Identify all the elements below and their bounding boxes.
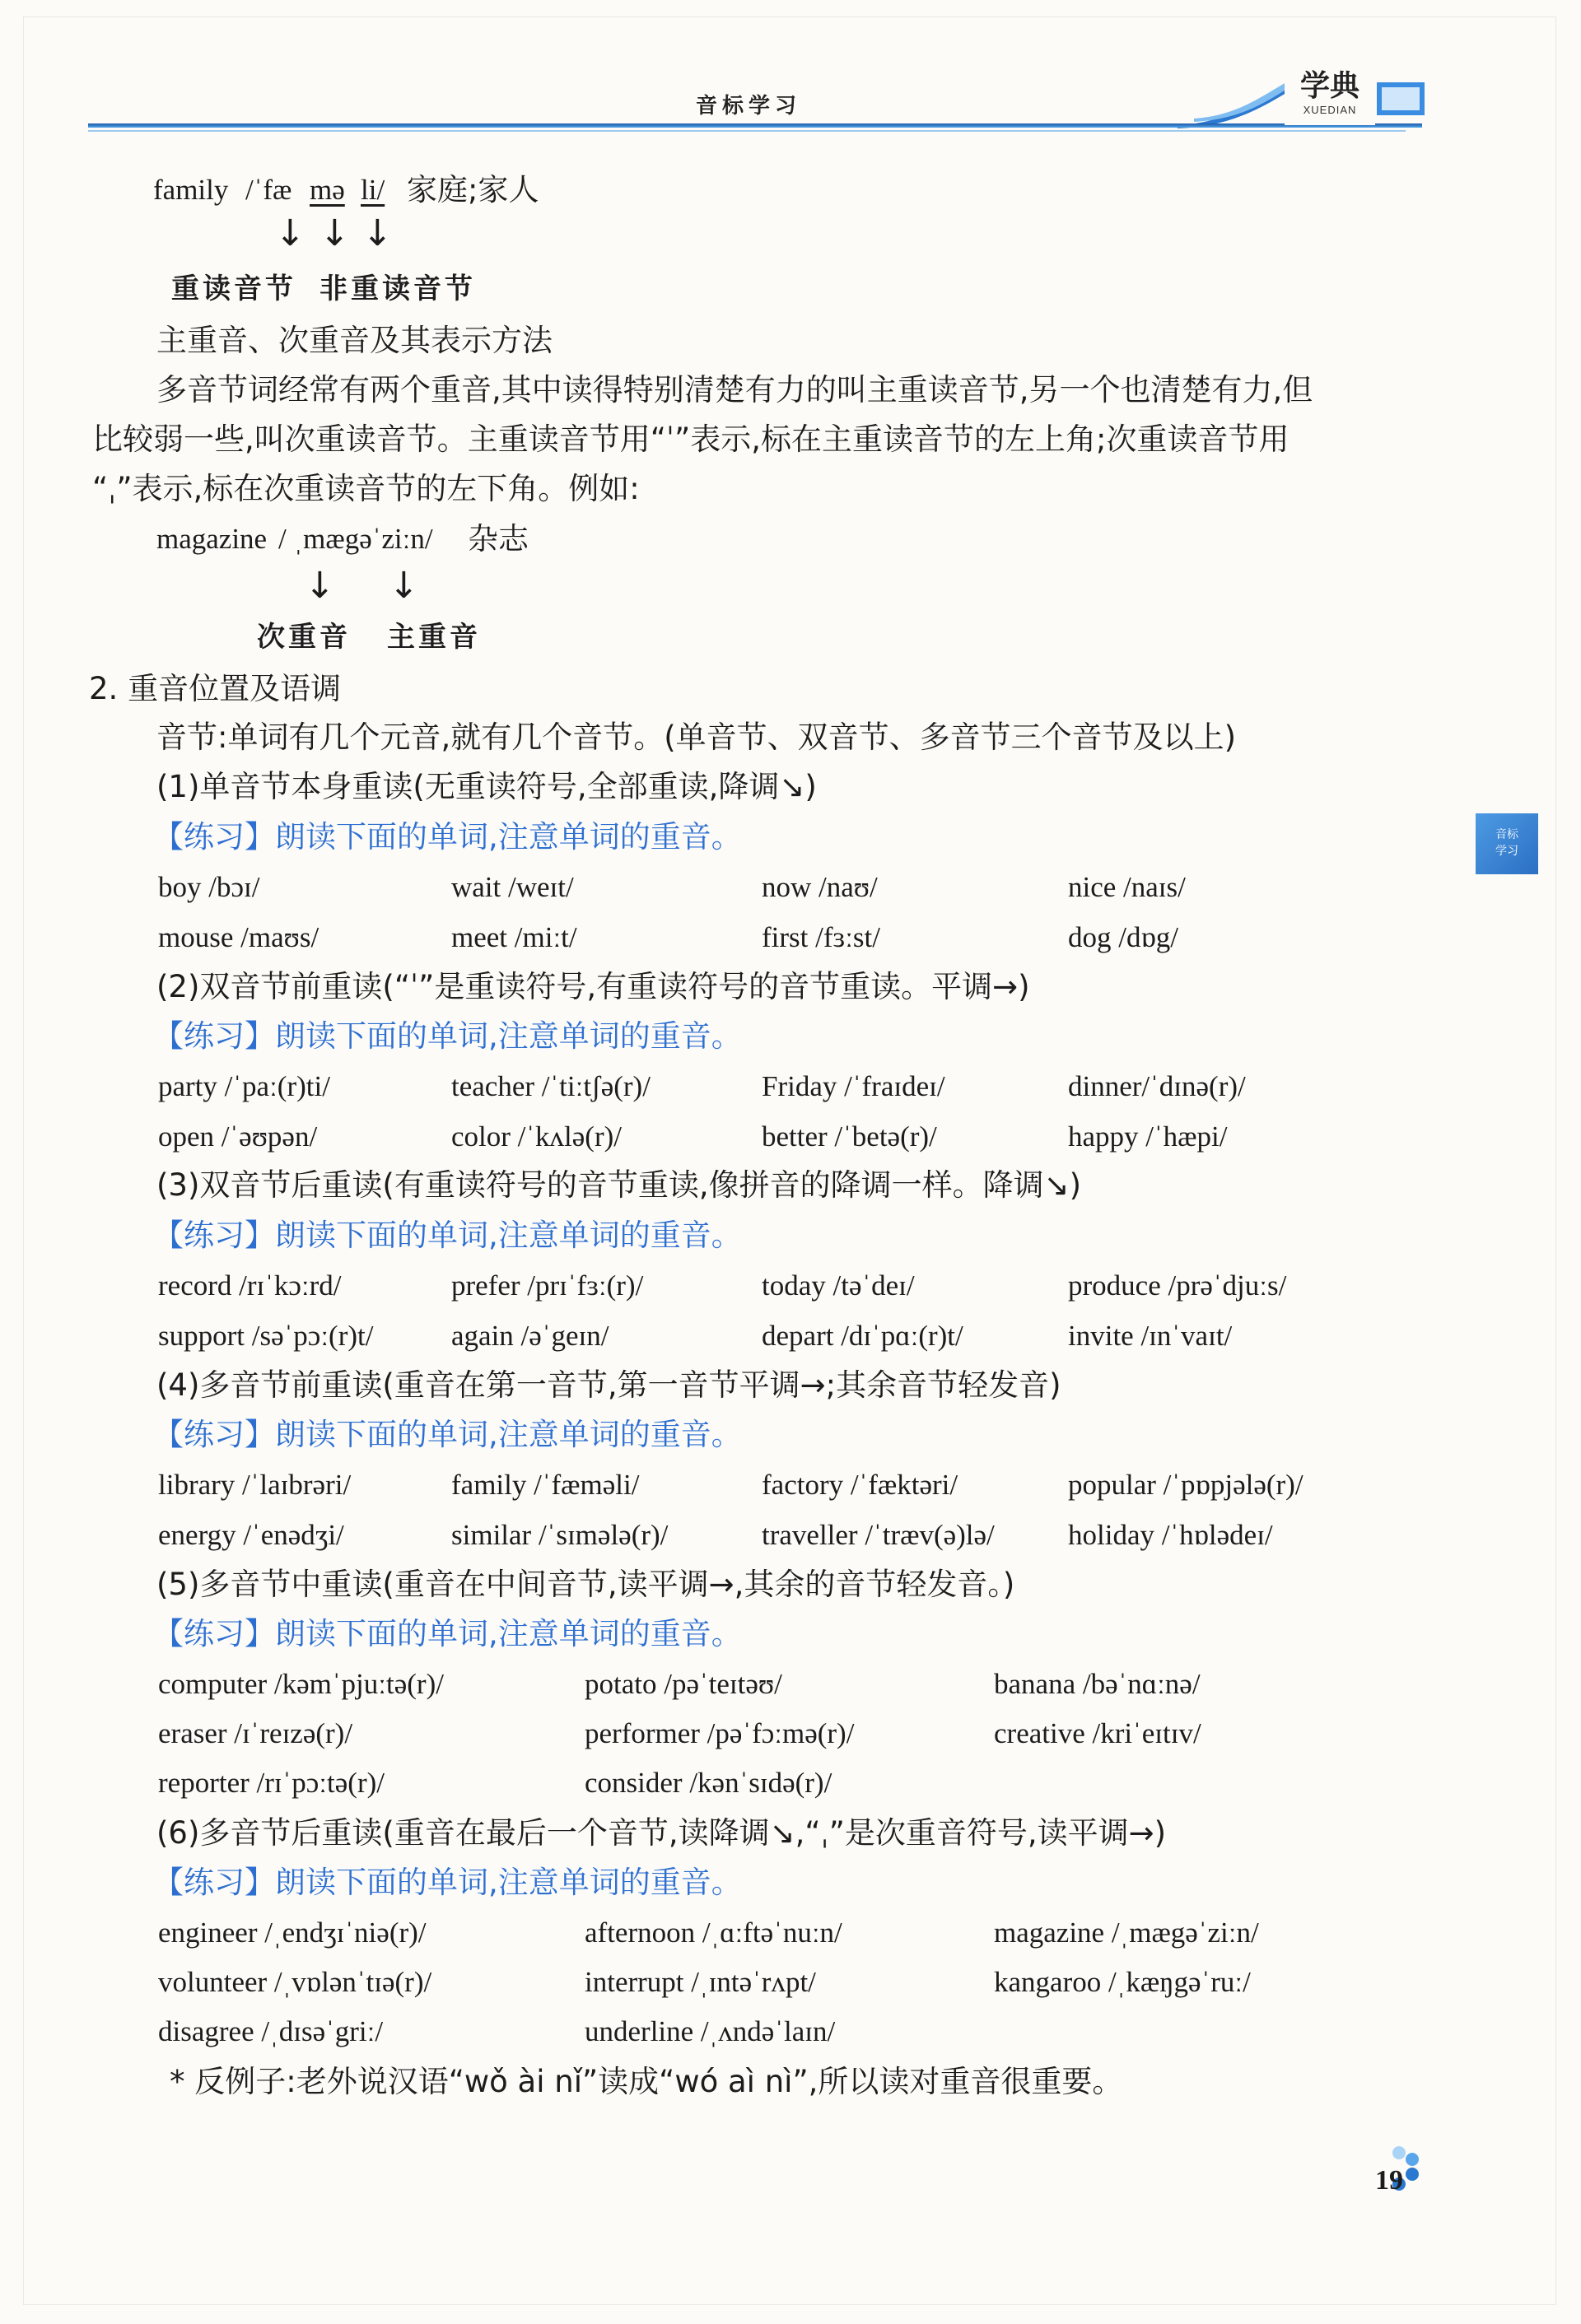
page-number: 19 bbox=[1375, 2165, 1403, 2196]
group-title: (5)多音节中重读(重音在中间音节,读平调→,其余的音节轻发音。) bbox=[156, 1567, 1015, 1602]
word-entry: banana /bəˈnɑːnə/ bbox=[994, 1668, 1201, 1700]
word-entry: color /ˈkʌlə(r)/ bbox=[451, 1120, 622, 1153]
word-entry: Friday /ˈfraɪdeɪ/ bbox=[762, 1070, 945, 1102]
word-entry: potato /pəˈteɪtəʊ/ bbox=[585, 1668, 782, 1700]
logo-cn-text: 学典 bbox=[1299, 68, 1359, 103]
down-arrow-icon: ↓ bbox=[362, 212, 393, 254]
down-arrow-icon: ↓ bbox=[305, 565, 335, 607]
side-tab-line2: 学习 bbox=[1495, 845, 1518, 858]
word-entry: performer /pəˈfɔːmə(r)/ bbox=[585, 1717, 855, 1749]
family-ipa-1: /ˈfæ bbox=[245, 174, 292, 206]
stressed-syllable-label: 重读音节 bbox=[171, 272, 296, 305]
word-entry: traveller /ˈtræv(ə)lə/ bbox=[762, 1519, 995, 1551]
word-entry: depart /dɪˈpɑː(r)t/ bbox=[762, 1320, 963, 1352]
word-entry: kangaroo /ˌkæŋgəˈruː/ bbox=[994, 1966, 1251, 1998]
word-entry: nice /naɪs/ bbox=[1068, 871, 1186, 903]
word-entry: open /ˈəʊpən/ bbox=[158, 1120, 318, 1153]
word-entry: magazine /ˌmægəˈziːn/ bbox=[994, 1916, 1259, 1949]
family-ipa-3: li/ bbox=[361, 174, 385, 206]
word-entry: boy /bɔɪ/ bbox=[158, 871, 260, 903]
practice-label: 【练习】朗读下面的单词,注意单词的重音。 bbox=[153, 1218, 742, 1253]
down-arrow-icon: ↓ bbox=[275, 212, 305, 254]
practice-label: 【练习】朗读下面的单词,注意单词的重音。 bbox=[153, 819, 742, 855]
practice-label: 【练习】朗读下面的单词,注意单词的重音。 bbox=[153, 1616, 742, 1651]
word-entry: party /ˈpaː(r)ti/ bbox=[158, 1070, 330, 1102]
syllable-note: 音节:单词有几个元音,就有几个音节。(单音节、双音节、多音节三个音节及以上) bbox=[156, 720, 1237, 755]
word-entry: disagree /ˌdɪsəˈgriː/ bbox=[158, 2015, 384, 2047]
subheading-primary-secondary: 主重音、次重音及其表示方法 bbox=[156, 323, 553, 358]
word-entry: again /əˈgeɪn/ bbox=[451, 1320, 609, 1352]
word-entry: computer /kəmˈpjuːtə(r)/ bbox=[158, 1668, 444, 1700]
word-entry: volunteer /ˌvɒlənˈtɪə(r)/ bbox=[158, 1966, 432, 1998]
logo-en-text: XUEDIAN bbox=[1303, 104, 1357, 116]
counter-example-note: * 反例子:老外说汉语“wǒ ài nǐ”读成“wó aì nì”,所以读对重音很重要。 bbox=[170, 2064, 1123, 2099]
word-entry: first /fɜːst/ bbox=[762, 921, 880, 953]
paragraph-line-3: “ˌ”表示,标在次重读音节的左下角。例如: bbox=[92, 471, 640, 506]
unstressed-syllable-label: 非重读音节 bbox=[319, 272, 476, 305]
secondary-stress-label: 次重音 bbox=[257, 621, 351, 654]
family-word: family bbox=[153, 174, 229, 206]
word-entry: factory /ˈfæktəri/ bbox=[762, 1469, 958, 1501]
word-entry: invite /ɪnˈvaɪt/ bbox=[1068, 1320, 1233, 1352]
word-entry: teacher /ˈtiːtʃə(r)/ bbox=[451, 1070, 651, 1102]
magazine-word: magazine bbox=[156, 523, 268, 555]
word-entry: record /rɪˈkɔːrd/ bbox=[158, 1269, 342, 1302]
down-arrow-icon: ↓ bbox=[319, 212, 350, 254]
side-tab-line1: 音标 bbox=[1495, 828, 1518, 841]
word-entry: dog /dɒg/ bbox=[1068, 921, 1179, 953]
group-title: (6)多音节后重读(重音在最后一个音节,读降调↘,“ˌ”是次重音符号,读平调→) bbox=[156, 1815, 1167, 1851]
word-entry: dinner/ˈdɪnə(r)/ bbox=[1068, 1070, 1246, 1102]
side-tab-phonetics[interactable] bbox=[1476, 813, 1538, 874]
group-title: (4)多音节前重读(重音在第一音节,第一音节平调→;其余音节轻发音) bbox=[156, 1367, 1061, 1403]
header-title: 音标学习 bbox=[696, 94, 802, 119]
word-entry: family /ˈfæməli/ bbox=[451, 1469, 640, 1501]
word-entry: eraser /ɪˈreɪzə(r)/ bbox=[158, 1717, 353, 1749]
down-arrow-icon: ↓ bbox=[389, 565, 419, 607]
word-entry: energy /ˈenədʒi/ bbox=[158, 1519, 344, 1551]
family-ipa-2: mə bbox=[310, 174, 345, 206]
header-rule-thin bbox=[88, 130, 1406, 132]
word-entry: wait /weɪt/ bbox=[451, 871, 574, 903]
word-entry: better /ˈbetə(r)/ bbox=[762, 1120, 937, 1153]
word-entry: now /naʊ/ bbox=[762, 871, 878, 903]
book-graphic bbox=[1377, 81, 1426, 119]
word-entry: holiday /ˈhɒlədeɪ/ bbox=[1068, 1519, 1273, 1551]
word-entry: afternoon /ˌɑːftəˈnuːn/ bbox=[585, 1916, 842, 1949]
word-entry: underline /ˌʌndəˈlaɪn/ bbox=[585, 2015, 836, 2047]
magazine-gloss: 杂志 bbox=[468, 521, 529, 557]
word-entry: reporter /rɪˈpɔːtə(r)/ bbox=[158, 1767, 385, 1799]
group-title: (3)双音节后重读(有重读符号的音节重读,像拼音的降调一样。降调↘) bbox=[156, 1167, 1082, 1203]
section-2-heading: 2. 重音位置及语调 bbox=[89, 671, 342, 706]
paragraph-line-2: 比较弱一些,叫次重读音节。主重读音节用“ˈ”表示,标在主重读音节的左上角;次重读音节用 bbox=[92, 421, 1290, 457]
word-entry: similar /ˈsɪmələ(r)/ bbox=[451, 1519, 669, 1551]
word-entry: today /təˈdeɪ/ bbox=[762, 1269, 915, 1302]
primary-stress-label: 主重音 bbox=[387, 621, 481, 654]
practice-label: 【练习】朗读下面的单词,注意单词的重音。 bbox=[153, 1417, 742, 1452]
group-title: (1)单音节本身重读(无重读符号,全部重读,降调↘) bbox=[156, 769, 817, 804]
word-entry: produce /prəˈdjuːs/ bbox=[1068, 1269, 1287, 1302]
word-entry: prefer /prɪˈfɜː(r)/ bbox=[451, 1269, 644, 1302]
magazine-ipa: / ˌmægəˈziːn/ bbox=[278, 523, 433, 555]
group-title: (2)双音节前重读(“ˈ”是重读符号,有重读符号的音节重读。平调→) bbox=[156, 969, 1030, 1004]
word-entry: meet /miːt/ bbox=[451, 921, 577, 953]
word-entry: interrupt /ˌɪntəˈrʌpt/ bbox=[585, 1966, 816, 1998]
word-entry: library /ˈlaɪbrəri/ bbox=[158, 1469, 352, 1501]
word-entry: support /səˈpɔː(r)t/ bbox=[158, 1320, 374, 1352]
practice-label: 【练习】朗读下面的单词,注意单词的重音。 bbox=[153, 1018, 742, 1054]
word-entry: consider /kənˈsɪdə(r)/ bbox=[585, 1767, 832, 1799]
paragraph-line-1: 多音节词经常有两个重音,其中读得特别清楚有力的叫主重读音节,另一个也清楚有力,但 bbox=[156, 372, 1313, 408]
word-entry: happy /ˈhæpi/ bbox=[1068, 1120, 1228, 1153]
brand-logo bbox=[1285, 68, 1375, 125]
practice-label: 【练习】朗读下面的单词,注意单词的重音。 bbox=[153, 1865, 742, 1900]
word-entry: engineer /ˌendʒɪˈniə(r)/ bbox=[158, 1916, 427, 1949]
word-entry: creative /kriˈeɪtɪv/ bbox=[994, 1717, 1201, 1749]
header-rule bbox=[88, 123, 1422, 128]
word-entry: popular /ˈpɒpjələ(r)/ bbox=[1068, 1469, 1304, 1501]
word-entry: mouse /maʊs/ bbox=[158, 921, 319, 953]
family-gloss: 家庭;家人 bbox=[407, 172, 539, 207]
page-border bbox=[23, 16, 1556, 2305]
